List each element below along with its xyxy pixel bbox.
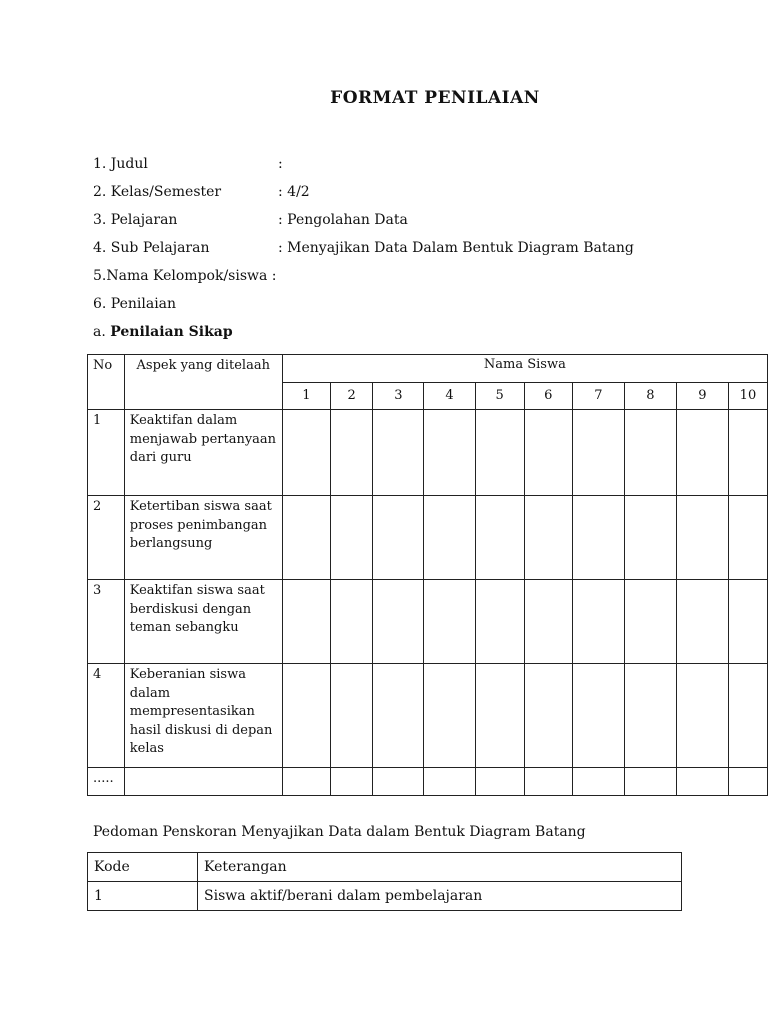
- score-cell[interactable]: [624, 410, 676, 496]
- sikap-row: [88, 664, 768, 768]
- score-cell[interactable]: [624, 496, 676, 580]
- penilaian-line: 6. Penilaian: [93, 296, 177, 312]
- score-cell[interactable]: [676, 768, 728, 796]
- header-nama-siswa: Nama Siswa: [282, 355, 767, 383]
- score-cell[interactable]: [373, 580, 424, 664]
- score-cell[interactable]: [330, 496, 372, 580]
- sikap-row: [88, 496, 768, 580]
- score-cell[interactable]: [424, 664, 475, 768]
- score-cell[interactable]: [572, 580, 624, 664]
- score-cell[interactable]: [572, 768, 624, 796]
- score-cell[interactable]: [424, 768, 475, 796]
- info-value: : Menyajikan Data Dalam Bentuk Diagram Batang: [278, 240, 634, 256]
- aspek-cell: Ketertiban siswa saat proses penimbangan berlangsung: [124, 496, 282, 580]
- row-number: .....: [88, 768, 125, 796]
- row-number: 1: [88, 410, 125, 496]
- info-label: 4. Sub Pelajaran: [93, 240, 210, 256]
- header-keterangan: Keterangan: [198, 853, 682, 882]
- student-number-cell: 8: [624, 383, 676, 410]
- score-cell[interactable]: [475, 664, 524, 768]
- score-cell[interactable]: [624, 768, 676, 796]
- score-cell[interactable]: [624, 664, 676, 768]
- pedoman-title: Pedoman Penskoran Menyajikan Data dalam Bentuk Diagram Batang: [93, 824, 586, 840]
- student-number-cell: 2: [330, 383, 372, 410]
- student-number-cell: 3: [373, 383, 424, 410]
- subheading-prefix: a.: [93, 324, 111, 340]
- sikap-row: [88, 768, 768, 796]
- section-subheading: [93, 324, 233, 340]
- student-number-cell: 5: [475, 383, 524, 410]
- score-cell[interactable]: [475, 580, 524, 664]
- sikap-row: [88, 580, 768, 664]
- aspek-cell: [124, 768, 282, 796]
- score-cell[interactable]: [524, 768, 572, 796]
- info-label: 2. Kelas/Semester: [93, 184, 222, 200]
- aspek-cell: Keberanian siswa dalam mempresentasikan hasil diskusi di depan kelas: [124, 664, 282, 768]
- score-cell[interactable]: [572, 410, 624, 496]
- student-number-cell: 9: [676, 383, 728, 410]
- kode-row: [88, 882, 682, 911]
- row-number: 2: [88, 496, 125, 580]
- score-cell[interactable]: [282, 410, 330, 496]
- score-cell[interactable]: [676, 580, 728, 664]
- score-cell[interactable]: [330, 768, 372, 796]
- header-aspek: Aspek yang ditelaah: [124, 355, 282, 410]
- score-cell[interactable]: [728, 580, 767, 664]
- score-cell[interactable]: [475, 768, 524, 796]
- score-cell[interactable]: [373, 410, 424, 496]
- score-cell[interactable]: [424, 496, 475, 580]
- row-number: 3: [88, 580, 125, 664]
- score-cell[interactable]: [728, 768, 767, 796]
- info-label: 1. Judul: [93, 156, 148, 172]
- score-cell[interactable]: [572, 664, 624, 768]
- row-number: 4: [88, 664, 125, 768]
- student-number-cell: 7: [572, 383, 624, 410]
- document-title: FORMAT PENILAIAN: [330, 88, 540, 108]
- student-number-cell: 1: [282, 383, 330, 410]
- score-cell[interactable]: [572, 496, 624, 580]
- score-cell[interactable]: [330, 580, 372, 664]
- info-label: 3. Pelajaran: [93, 212, 178, 228]
- score-cell[interactable]: [728, 664, 767, 768]
- keterangan-cell: Siswa aktif/berani dalam pembelajaran: [198, 882, 682, 911]
- aspek-cell: Keaktifan dalam menjawab pertanyaan dari guru: [124, 410, 282, 496]
- header-kode: Kode: [88, 853, 198, 882]
- info-value: : 4/2: [278, 184, 310, 200]
- score-cell[interactable]: [282, 496, 330, 580]
- score-cell[interactable]: [330, 410, 372, 496]
- score-cell[interactable]: [676, 410, 728, 496]
- score-cell[interactable]: [728, 496, 767, 580]
- score-cell[interactable]: [282, 768, 330, 796]
- score-cell[interactable]: [282, 664, 330, 768]
- pedoman-kode-table: [87, 852, 682, 911]
- score-cell[interactable]: [524, 496, 572, 580]
- nama-kelompok-line: 5.Nama Kelompok/siswa :: [93, 268, 277, 284]
- score-cell[interactable]: [373, 768, 424, 796]
- score-cell[interactable]: [524, 664, 572, 768]
- score-cell[interactable]: [524, 580, 572, 664]
- score-cell[interactable]: [475, 496, 524, 580]
- score-cell[interactable]: [282, 580, 330, 664]
- student-number-cell: 6: [524, 383, 572, 410]
- header-no: No: [88, 355, 125, 410]
- info-value: : Pengolahan Data: [278, 212, 408, 228]
- score-cell[interactable]: [424, 580, 475, 664]
- subheading-bold: Penilaian Sikap: [110, 324, 233, 340]
- sikap-row: [88, 410, 768, 496]
- score-cell[interactable]: [373, 496, 424, 580]
- score-cell[interactable]: [424, 410, 475, 496]
- student-number-cell: 4: [424, 383, 475, 410]
- score-cell[interactable]: [676, 664, 728, 768]
- penilaian-sikap-table: [87, 354, 768, 796]
- kode-cell: 1: [88, 882, 198, 911]
- score-cell[interactable]: [373, 664, 424, 768]
- score-cell[interactable]: [524, 410, 572, 496]
- score-cell[interactable]: [676, 496, 728, 580]
- student-number-cell: 10: [728, 383, 767, 410]
- score-cell[interactable]: [624, 580, 676, 664]
- info-value: :: [278, 156, 283, 172]
- score-cell[interactable]: [475, 410, 524, 496]
- score-cell[interactable]: [330, 664, 372, 768]
- aspek-cell: Keaktifan siswa saat berdiskusi dengan teman sebangku: [124, 580, 282, 664]
- score-cell[interactable]: [728, 410, 767, 496]
